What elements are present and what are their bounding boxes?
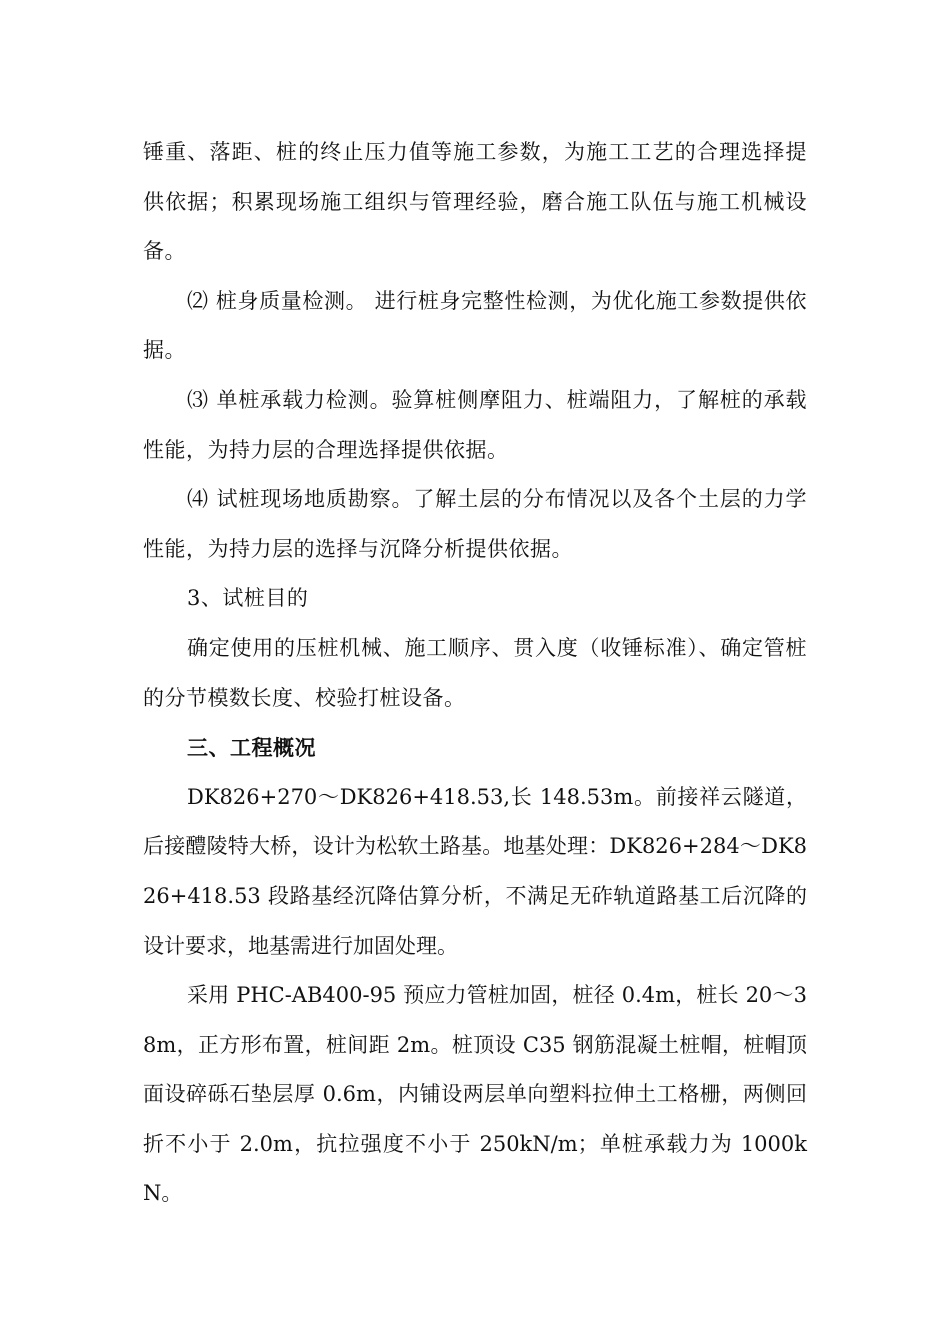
paragraph-construction-params: 锤重、落距、桩的终止压力值等施工参数，为施工工艺的合理选择提供依据；积累现场施工组织与管理经验，磨合施工队伍与施工机械设备。 xyxy=(143,140,807,264)
paragraph-geological-survey: ⑷ 试桩现场地质勘察。了解土层的分布情况以及各个土层的力学性能，为持力层的选择与沉降分析提供依据。 xyxy=(143,487,807,561)
subheading-test-pile-purpose: 3、试桩目的 xyxy=(187,586,309,611)
section-heading-project-overview: 三、工程概况 xyxy=(187,735,316,761)
document-page xyxy=(143,128,807,1219)
paragraph-pile-quality-test: ⑵ 桩身质量检测。 进行桩身完整性检测，为优化施工参数提供依据。 xyxy=(143,288,807,363)
paragraph-reinforcement-design: 采用 PHC-AB400-95 预应力管桩加固，桩径 0.4m，桩长 20～38m，正方形布置，桩间距 2m。桩顶设 C35 钢筋混凝土桩帽，桩帽顶面设碎砾石垫层厚 0.6m，内铺设两层单向塑料拉伸土工格栅，两侧回折不小于 2.0m，抗拉强度不小于 250kN/m；单桩承载力为 1000kN。 xyxy=(143,983,807,1206)
paragraph-test-pile-purpose: 确定使用的压桩机械、施工顺序、贯入度（收锤标准）、确定管桩的分节模数长度、校验打桩设备。 xyxy=(143,635,807,710)
paragraph-project-location: DK826+270～DK826+418.53,长 148.53m。前接祥云隧道，后接醴陵特大桥，设计为松软土路基。地基处理：DK826+284～DK826+418.53 段路基经沉降估算分析，不满足无砟轨道路基工后沉降的设计要求，地基需进行加固处理。 xyxy=(143,784,807,958)
paragraph-bearing-capacity-test: ⑶ 单桩承载力检测。验算桩侧摩阻力、桩端阻力，了解桩的承载性能，为持力层的合理选择提供依据。 xyxy=(143,387,807,462)
